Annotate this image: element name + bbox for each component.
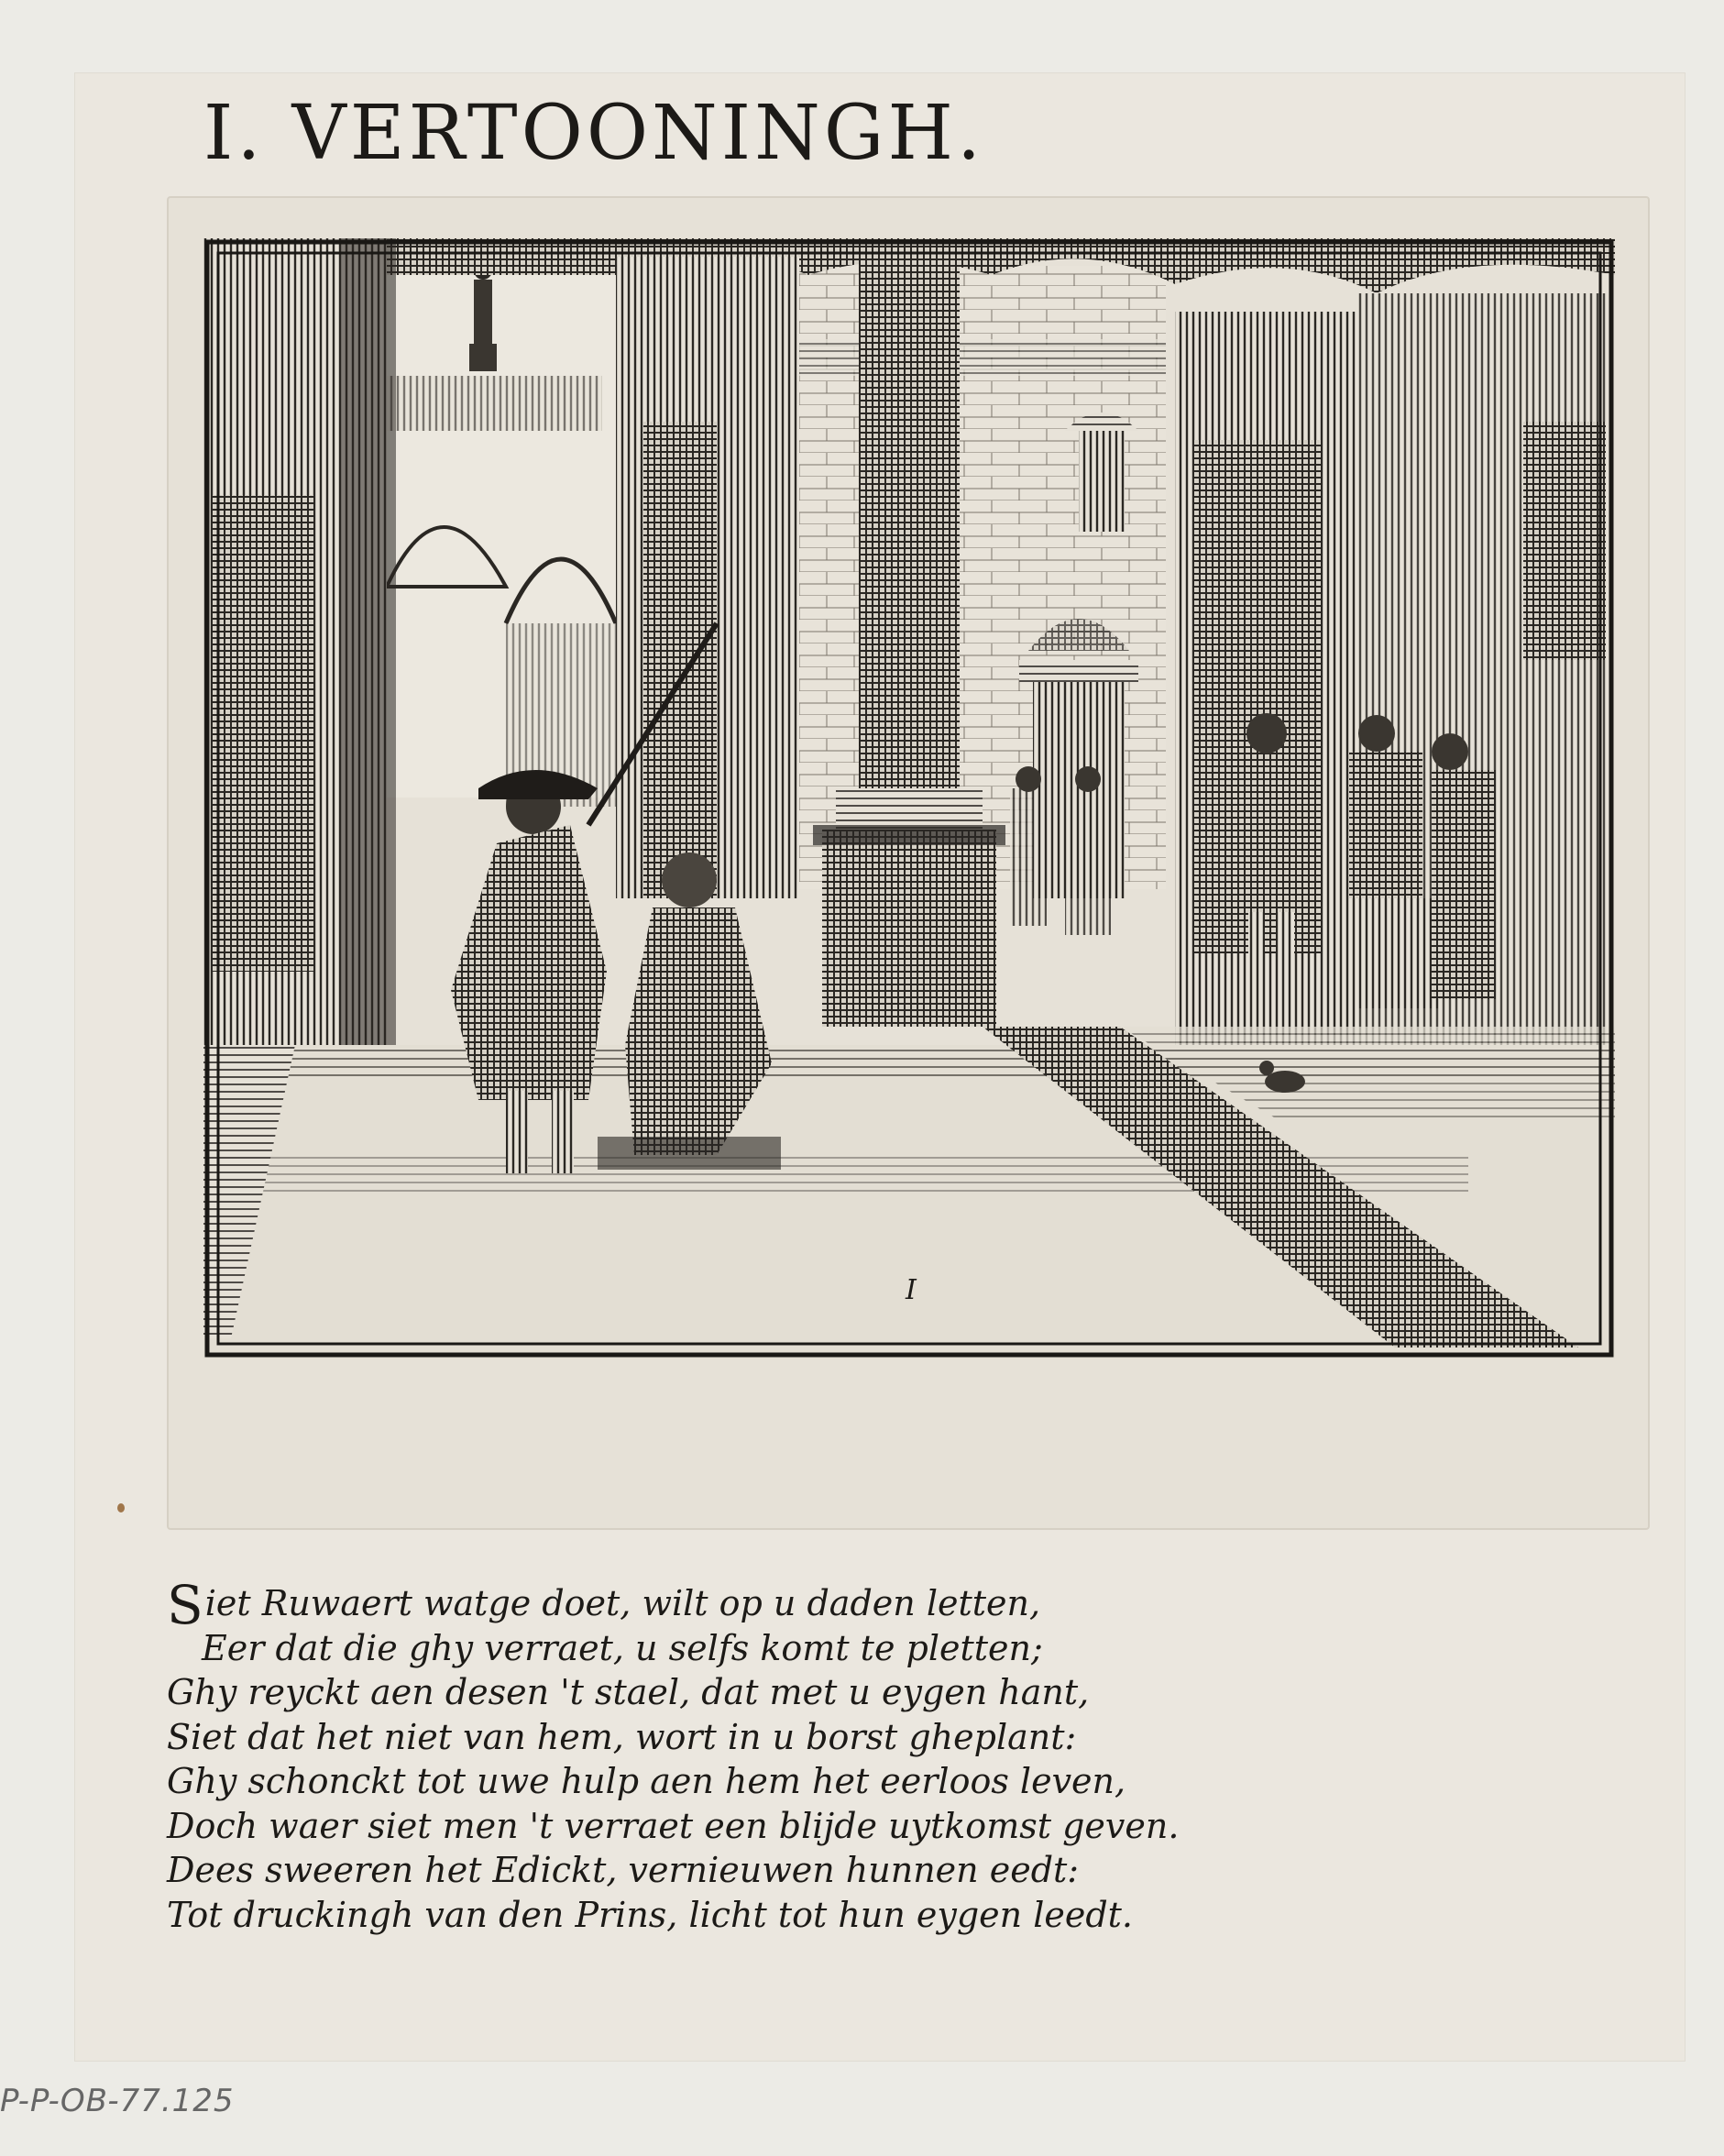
engraved-scene <box>203 238 1615 1358</box>
plate-number: I <box>906 1274 917 1306</box>
print-title: I. VERTOONINGH. <box>203 90 985 177</box>
inventory-number: P-P-OB-77.125 <box>0 2083 235 2119</box>
poem <box>167 1574 1267 1937</box>
poem-line: Doch waer siet men 't verraet een blijde uytkomst geven. <box>167 1805 1180 1846</box>
poem-line: Ghy reyckt aen desen 't stael, dat met u eygen hant, <box>167 1672 1090 1712</box>
poem-line: Eer dat die ghy verraet, u selfs komt te pletten; <box>202 1627 1043 1668</box>
poem-line: Tot druckingh van den Prins, licht tot hun eygen leedt. <box>167 1894 1133 1935</box>
poem-line: Siet Ruwaert watge doet, wilt op u daden letten, <box>167 1574 1041 1636</box>
foxing-spot <box>117 1503 125 1512</box>
poem-line: Siet dat het niet van hem, wort in u borst gheplant: <box>167 1716 1077 1757</box>
poem-line: Ghy schonckt tot uwe hulp aen hem het eerloos leven, <box>167 1761 1126 1801</box>
dropcap: S <box>167 1574 203 1636</box>
poem-line: Dees sweeren het Edickt, vernieuwen hunnen eedt: <box>167 1850 1080 1890</box>
